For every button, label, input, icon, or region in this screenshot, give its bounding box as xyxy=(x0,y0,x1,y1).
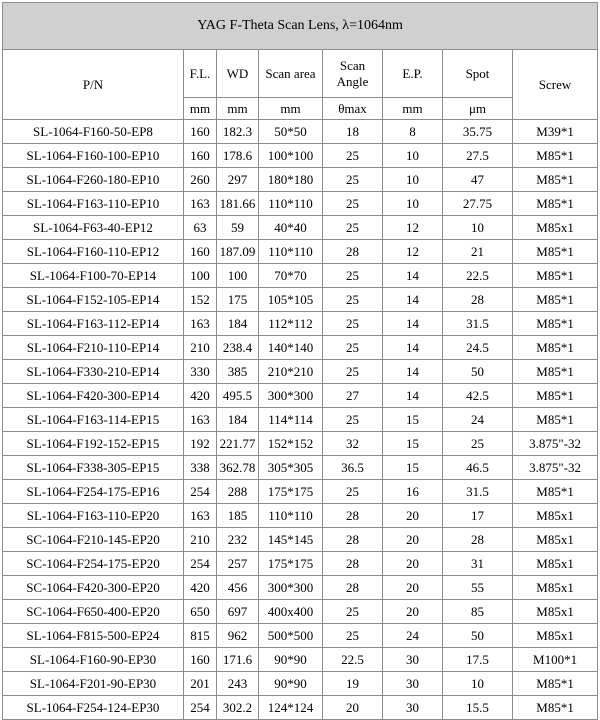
scan-area-cell: 152*152 xyxy=(259,432,323,456)
table-row xyxy=(3,168,598,192)
pn-cell: SL-1064-F254-175-EP16 xyxy=(3,480,184,504)
header-scan-angle-line1: Scan xyxy=(339,57,366,73)
lens-spec-table xyxy=(2,2,598,720)
focal-length-cell: 160 xyxy=(184,144,217,168)
spot-cell: 85 xyxy=(443,600,513,624)
screw-cell: M85x1 xyxy=(513,624,598,648)
scan-area-cell: 300*300 xyxy=(259,384,323,408)
scan-angle-cell: 25 xyxy=(323,264,383,288)
header-screw: Screw xyxy=(513,50,598,120)
pn-cell: SL-1064-F254-124-EP30 xyxy=(3,696,184,720)
working-distance-cell: 187.09 xyxy=(217,240,259,264)
focal-length-cell: 254 xyxy=(184,480,217,504)
focal-length-cell: 63 xyxy=(184,216,217,240)
screw-cell: M39*1 xyxy=(513,120,598,144)
entrance-pupil-cell: 14 xyxy=(383,336,443,360)
working-distance-cell: 175 xyxy=(217,288,259,312)
pn-cell: SL-1064-F163-114-EP15 xyxy=(3,408,184,432)
scan-area-cell: 300*300 xyxy=(259,576,323,600)
spot-cell: 24.5 xyxy=(443,336,513,360)
entrance-pupil-cell: 20 xyxy=(383,504,443,528)
entrance-pupil-cell: 15 xyxy=(383,456,443,480)
entrance-pupil-cell: 20 xyxy=(383,576,443,600)
focal-length-cell: 420 xyxy=(184,576,217,600)
spot-cell: 50 xyxy=(443,624,513,648)
scan-area-cell: 70*70 xyxy=(259,264,323,288)
screw-cell: M100*1 xyxy=(513,648,598,672)
scan-angle-cell: 25 xyxy=(323,336,383,360)
scan-area-cell: 175*175 xyxy=(259,480,323,504)
screw-cell: M85*1 xyxy=(513,408,598,432)
table-row xyxy=(3,600,598,624)
spot-cell: 21 xyxy=(443,240,513,264)
spot-cell: 35.75 xyxy=(443,120,513,144)
entrance-pupil-cell: 30 xyxy=(383,696,443,720)
pn-cell: SL-1064-F100-70-EP14 xyxy=(3,264,184,288)
working-distance-cell: 362.78 xyxy=(217,456,259,480)
entrance-pupil-cell: 12 xyxy=(383,240,443,264)
table-row xyxy=(3,264,598,288)
scan-angle-cell: 25 xyxy=(323,168,383,192)
pn-cell: SL-1064-F420-300-EP14 xyxy=(3,384,184,408)
pn-cell: SL-1064-F160-90-EP30 xyxy=(3,648,184,672)
screw-cell: M85*1 xyxy=(513,672,598,696)
scan-area-cell: 110*110 xyxy=(259,240,323,264)
entrance-pupil-cell: 16 xyxy=(383,480,443,504)
scan-area-cell: 145*145 xyxy=(259,528,323,552)
pn-cell: SC-1064-F650-400-EP20 xyxy=(3,600,184,624)
pn-cell: SL-1064-F160-100-EP10 xyxy=(3,144,184,168)
table-row xyxy=(3,576,598,600)
pn-cell: SL-1064-F163-112-EP14 xyxy=(3,312,184,336)
working-distance-cell: 238.4 xyxy=(217,336,259,360)
table-title: YAG F-Theta Scan Lens, λ=1064nm xyxy=(3,3,598,50)
screw-cell: M85*1 xyxy=(513,144,598,168)
scan-angle-cell: 18 xyxy=(323,120,383,144)
working-distance-cell: 495.5 xyxy=(217,384,259,408)
focal-length-cell: 815 xyxy=(184,624,217,648)
table-row xyxy=(3,192,598,216)
focal-length-cell: 330 xyxy=(184,360,217,384)
entrance-pupil-cell: 20 xyxy=(383,552,443,576)
entrance-pupil-cell: 30 xyxy=(383,648,443,672)
scan-area-cell: 110*110 xyxy=(259,504,323,528)
working-distance-cell: 232 xyxy=(217,528,259,552)
spot-cell: 22.5 xyxy=(443,264,513,288)
working-distance-cell: 257 xyxy=(217,552,259,576)
spot-cell: 17.5 xyxy=(443,648,513,672)
scan-angle-cell: 25 xyxy=(323,408,383,432)
spot-cell: 27.5 xyxy=(443,144,513,168)
entrance-pupil-cell: 14 xyxy=(383,384,443,408)
scan-area-cell: 90*90 xyxy=(259,672,323,696)
scan-area-cell: 90*90 xyxy=(259,648,323,672)
pn-cell: SC-1064-F254-175-EP20 xyxy=(3,552,184,576)
screw-cell: M85x1 xyxy=(513,504,598,528)
entrance-pupil-cell: 10 xyxy=(383,168,443,192)
pn-cell: SL-1064-F152-105-EP14 xyxy=(3,288,184,312)
focal-length-cell: 100 xyxy=(184,264,217,288)
table-row xyxy=(3,624,598,648)
entrance-pupil-cell: 8 xyxy=(383,120,443,144)
focal-length-cell: 260 xyxy=(184,168,217,192)
pn-cell: SL-1064-F192-152-EP15 xyxy=(3,432,184,456)
table-row xyxy=(3,312,598,336)
scan-area-cell: 305*305 xyxy=(259,456,323,480)
screw-cell: 3.875"-32 xyxy=(513,432,598,456)
working-distance-cell: 221.77 xyxy=(217,432,259,456)
scan-angle-cell: 36.5 xyxy=(323,456,383,480)
entrance-pupil-cell: 20 xyxy=(383,600,443,624)
scan-angle-cell: 25 xyxy=(323,312,383,336)
table-row xyxy=(3,456,598,480)
scan-angle-cell: 25 xyxy=(323,192,383,216)
screw-cell: M85*1 xyxy=(513,288,598,312)
pn-cell: SL-1064-F63-40-EP12 xyxy=(3,216,184,240)
table-row xyxy=(3,240,598,264)
working-distance-cell: 697 xyxy=(217,600,259,624)
spot-cell: 24 xyxy=(443,408,513,432)
spot-cell: 28 xyxy=(443,288,513,312)
working-distance-cell: 178.6 xyxy=(217,144,259,168)
header-pn: P/N xyxy=(3,50,184,120)
working-distance-cell: 100 xyxy=(217,264,259,288)
focal-length-cell: 338 xyxy=(184,456,217,480)
scan-area-cell: 500*500 xyxy=(259,624,323,648)
pn-cell: SC-1064-F210-145-EP20 xyxy=(3,528,184,552)
screw-cell: M85*1 xyxy=(513,168,598,192)
scan-angle-cell: 25 xyxy=(323,216,383,240)
scan-angle-cell: 28 xyxy=(323,504,383,528)
table-row xyxy=(3,408,598,432)
entrance-pupil-cell: 14 xyxy=(383,264,443,288)
focal-length-cell: 192 xyxy=(184,432,217,456)
entrance-pupil-cell: 12 xyxy=(383,216,443,240)
screw-cell: M85*1 xyxy=(513,336,598,360)
pn-cell: SL-1064-F338-305-EP15 xyxy=(3,456,184,480)
entrance-pupil-cell: 30 xyxy=(383,672,443,696)
unit-scan-angle: θmax xyxy=(323,98,383,120)
table-row xyxy=(3,552,598,576)
table-row xyxy=(3,648,598,672)
working-distance-cell: 181.66 xyxy=(217,192,259,216)
working-distance-cell: 171.6 xyxy=(217,648,259,672)
screw-cell: M85x1 xyxy=(513,528,598,552)
scan-area-cell: 112*112 xyxy=(259,312,323,336)
entrance-pupil-cell: 24 xyxy=(383,624,443,648)
spot-cell: 25 xyxy=(443,432,513,456)
header-spot: Spot xyxy=(443,50,513,98)
screw-cell: M85*1 xyxy=(513,240,598,264)
spot-cell: 15.5 xyxy=(443,696,513,720)
scan-angle-cell: 22.5 xyxy=(323,648,383,672)
screw-cell: M85x1 xyxy=(513,216,598,240)
working-distance-cell: 385 xyxy=(217,360,259,384)
table-row xyxy=(3,216,598,240)
spot-cell: 31.5 xyxy=(443,480,513,504)
entrance-pupil-cell: 14 xyxy=(383,288,443,312)
spot-cell: 27.75 xyxy=(443,192,513,216)
entrance-pupil-cell: 14 xyxy=(383,312,443,336)
table-row xyxy=(3,336,598,360)
entrance-pupil-cell: 15 xyxy=(383,432,443,456)
focal-length-cell: 160 xyxy=(184,648,217,672)
unit-spot: μm xyxy=(443,98,513,120)
scan-area-cell: 210*210 xyxy=(259,360,323,384)
focal-length-cell: 420 xyxy=(184,384,217,408)
focal-length-cell: 163 xyxy=(184,312,217,336)
pn-cell: SC-1064-F420-300-EP20 xyxy=(3,576,184,600)
table-row xyxy=(3,528,598,552)
entrance-pupil-cell: 20 xyxy=(383,528,443,552)
scan-area-cell: 40*40 xyxy=(259,216,323,240)
scan-area-cell: 110*110 xyxy=(259,192,323,216)
unit-focal-length: mm xyxy=(184,98,217,120)
working-distance-cell: 184 xyxy=(217,408,259,432)
working-distance-cell: 243 xyxy=(217,672,259,696)
screw-cell: M85x1 xyxy=(513,552,598,576)
screw-cell: M85*1 xyxy=(513,696,598,720)
spot-cell: 31 xyxy=(443,552,513,576)
working-distance-cell: 185 xyxy=(217,504,259,528)
working-distance-cell: 184 xyxy=(217,312,259,336)
header-scan-angle-line2: Angle xyxy=(336,73,369,89)
header-scan-angle xyxy=(323,50,383,98)
table-row xyxy=(3,672,598,696)
pn-cell: SL-1064-F330-210-EP14 xyxy=(3,360,184,384)
scan-angle-cell: 25 xyxy=(323,360,383,384)
screw-cell: M85x1 xyxy=(513,576,598,600)
working-distance-cell: 297 xyxy=(217,168,259,192)
scan-angle-cell: 20 xyxy=(323,696,383,720)
table-row xyxy=(3,504,598,528)
pn-cell: SL-1064-F160-50-EP8 xyxy=(3,120,184,144)
spot-cell: 10 xyxy=(443,672,513,696)
spot-cell: 50 xyxy=(443,360,513,384)
working-distance-cell: 962 xyxy=(217,624,259,648)
spot-cell: 42.5 xyxy=(443,384,513,408)
working-distance-cell: 288 xyxy=(217,480,259,504)
scan-area-cell: 140*140 xyxy=(259,336,323,360)
table-row xyxy=(3,144,598,168)
table-body xyxy=(3,120,598,720)
scan-angle-cell: 32 xyxy=(323,432,383,456)
header-working-distance: WD xyxy=(217,50,259,98)
spot-cell: 28 xyxy=(443,528,513,552)
pn-cell: SL-1064-F260-180-EP10 xyxy=(3,168,184,192)
header-entrance-pupil: E.P. xyxy=(383,50,443,98)
screw-cell: M85*1 xyxy=(513,480,598,504)
screw-cell: 3.875"-32 xyxy=(513,456,598,480)
scan-area-cell: 105*105 xyxy=(259,288,323,312)
focal-length-cell: 163 xyxy=(184,504,217,528)
table-row xyxy=(3,480,598,504)
scan-area-cell: 400x400 xyxy=(259,600,323,624)
scan-area-cell: 100*100 xyxy=(259,144,323,168)
working-distance-cell: 456 xyxy=(217,576,259,600)
table-row xyxy=(3,288,598,312)
screw-cell: M85*1 xyxy=(513,360,598,384)
focal-length-cell: 152 xyxy=(184,288,217,312)
entrance-pupil-cell: 15 xyxy=(383,408,443,432)
scan-angle-cell: 25 xyxy=(323,480,383,504)
table-row xyxy=(3,432,598,456)
screw-cell: M85*1 xyxy=(513,264,598,288)
screw-cell: M85*1 xyxy=(513,312,598,336)
unit-working-distance: mm xyxy=(217,98,259,120)
working-distance-cell: 59 xyxy=(217,216,259,240)
scan-angle-cell: 25 xyxy=(323,288,383,312)
spot-cell: 31.5 xyxy=(443,312,513,336)
table-row xyxy=(3,384,598,408)
table-row xyxy=(3,696,598,720)
focal-length-cell: 201 xyxy=(184,672,217,696)
focal-length-cell: 160 xyxy=(184,120,217,144)
header-focal-length: F.L. xyxy=(184,50,217,98)
focal-length-cell: 254 xyxy=(184,552,217,576)
table-row xyxy=(3,360,598,384)
pn-cell: SL-1064-F163-110-EP10 xyxy=(3,192,184,216)
pn-cell: SL-1064-F815-500-EP24 xyxy=(3,624,184,648)
scan-angle-cell: 25 xyxy=(323,600,383,624)
pn-cell: SL-1064-F160-110-EP12 xyxy=(3,240,184,264)
focal-length-cell: 160 xyxy=(184,240,217,264)
working-distance-cell: 182.3 xyxy=(217,120,259,144)
unit-scan-area: mm xyxy=(259,98,323,120)
entrance-pupil-cell: 10 xyxy=(383,144,443,168)
entrance-pupil-cell: 14 xyxy=(383,360,443,384)
scan-angle-cell: 19 xyxy=(323,672,383,696)
focal-length-cell: 650 xyxy=(184,600,217,624)
scan-angle-cell: 28 xyxy=(323,576,383,600)
pn-cell: SL-1064-F210-110-EP14 xyxy=(3,336,184,360)
focal-length-cell: 254 xyxy=(184,696,217,720)
spot-cell: 10 xyxy=(443,216,513,240)
pn-cell: SL-1064-F163-110-EP20 xyxy=(3,504,184,528)
pn-cell: SL-1064-F201-90-EP30 xyxy=(3,672,184,696)
screw-cell: M85*1 xyxy=(513,192,598,216)
scan-area-cell: 175*175 xyxy=(259,552,323,576)
unit-entrance-pupil: mm xyxy=(383,98,443,120)
header-scan-area: Scan area xyxy=(259,50,323,98)
scan-area-cell: 50*50 xyxy=(259,120,323,144)
focal-length-cell: 163 xyxy=(184,408,217,432)
focal-length-cell: 210 xyxy=(184,528,217,552)
scan-angle-cell: 25 xyxy=(323,144,383,168)
scan-area-cell: 124*124 xyxy=(259,696,323,720)
focal-length-cell: 163 xyxy=(184,192,217,216)
scan-area-cell: 180*180 xyxy=(259,168,323,192)
entrance-pupil-cell: 10 xyxy=(383,192,443,216)
spot-cell: 46.5 xyxy=(443,456,513,480)
table-row xyxy=(3,120,598,144)
screw-cell: M85x1 xyxy=(513,600,598,624)
scan-angle-cell: 25 xyxy=(323,624,383,648)
spot-cell: 17 xyxy=(443,504,513,528)
focal-length-cell: 210 xyxy=(184,336,217,360)
spot-cell: 55 xyxy=(443,576,513,600)
scan-angle-cell: 28 xyxy=(323,528,383,552)
screw-cell: M85*1 xyxy=(513,384,598,408)
scan-angle-cell: 28 xyxy=(323,552,383,576)
scan-angle-cell: 27 xyxy=(323,384,383,408)
scan-angle-cell: 28 xyxy=(323,240,383,264)
scan-area-cell: 114*114 xyxy=(259,408,323,432)
working-distance-cell: 302.2 xyxy=(217,696,259,720)
spot-cell: 47 xyxy=(443,168,513,192)
